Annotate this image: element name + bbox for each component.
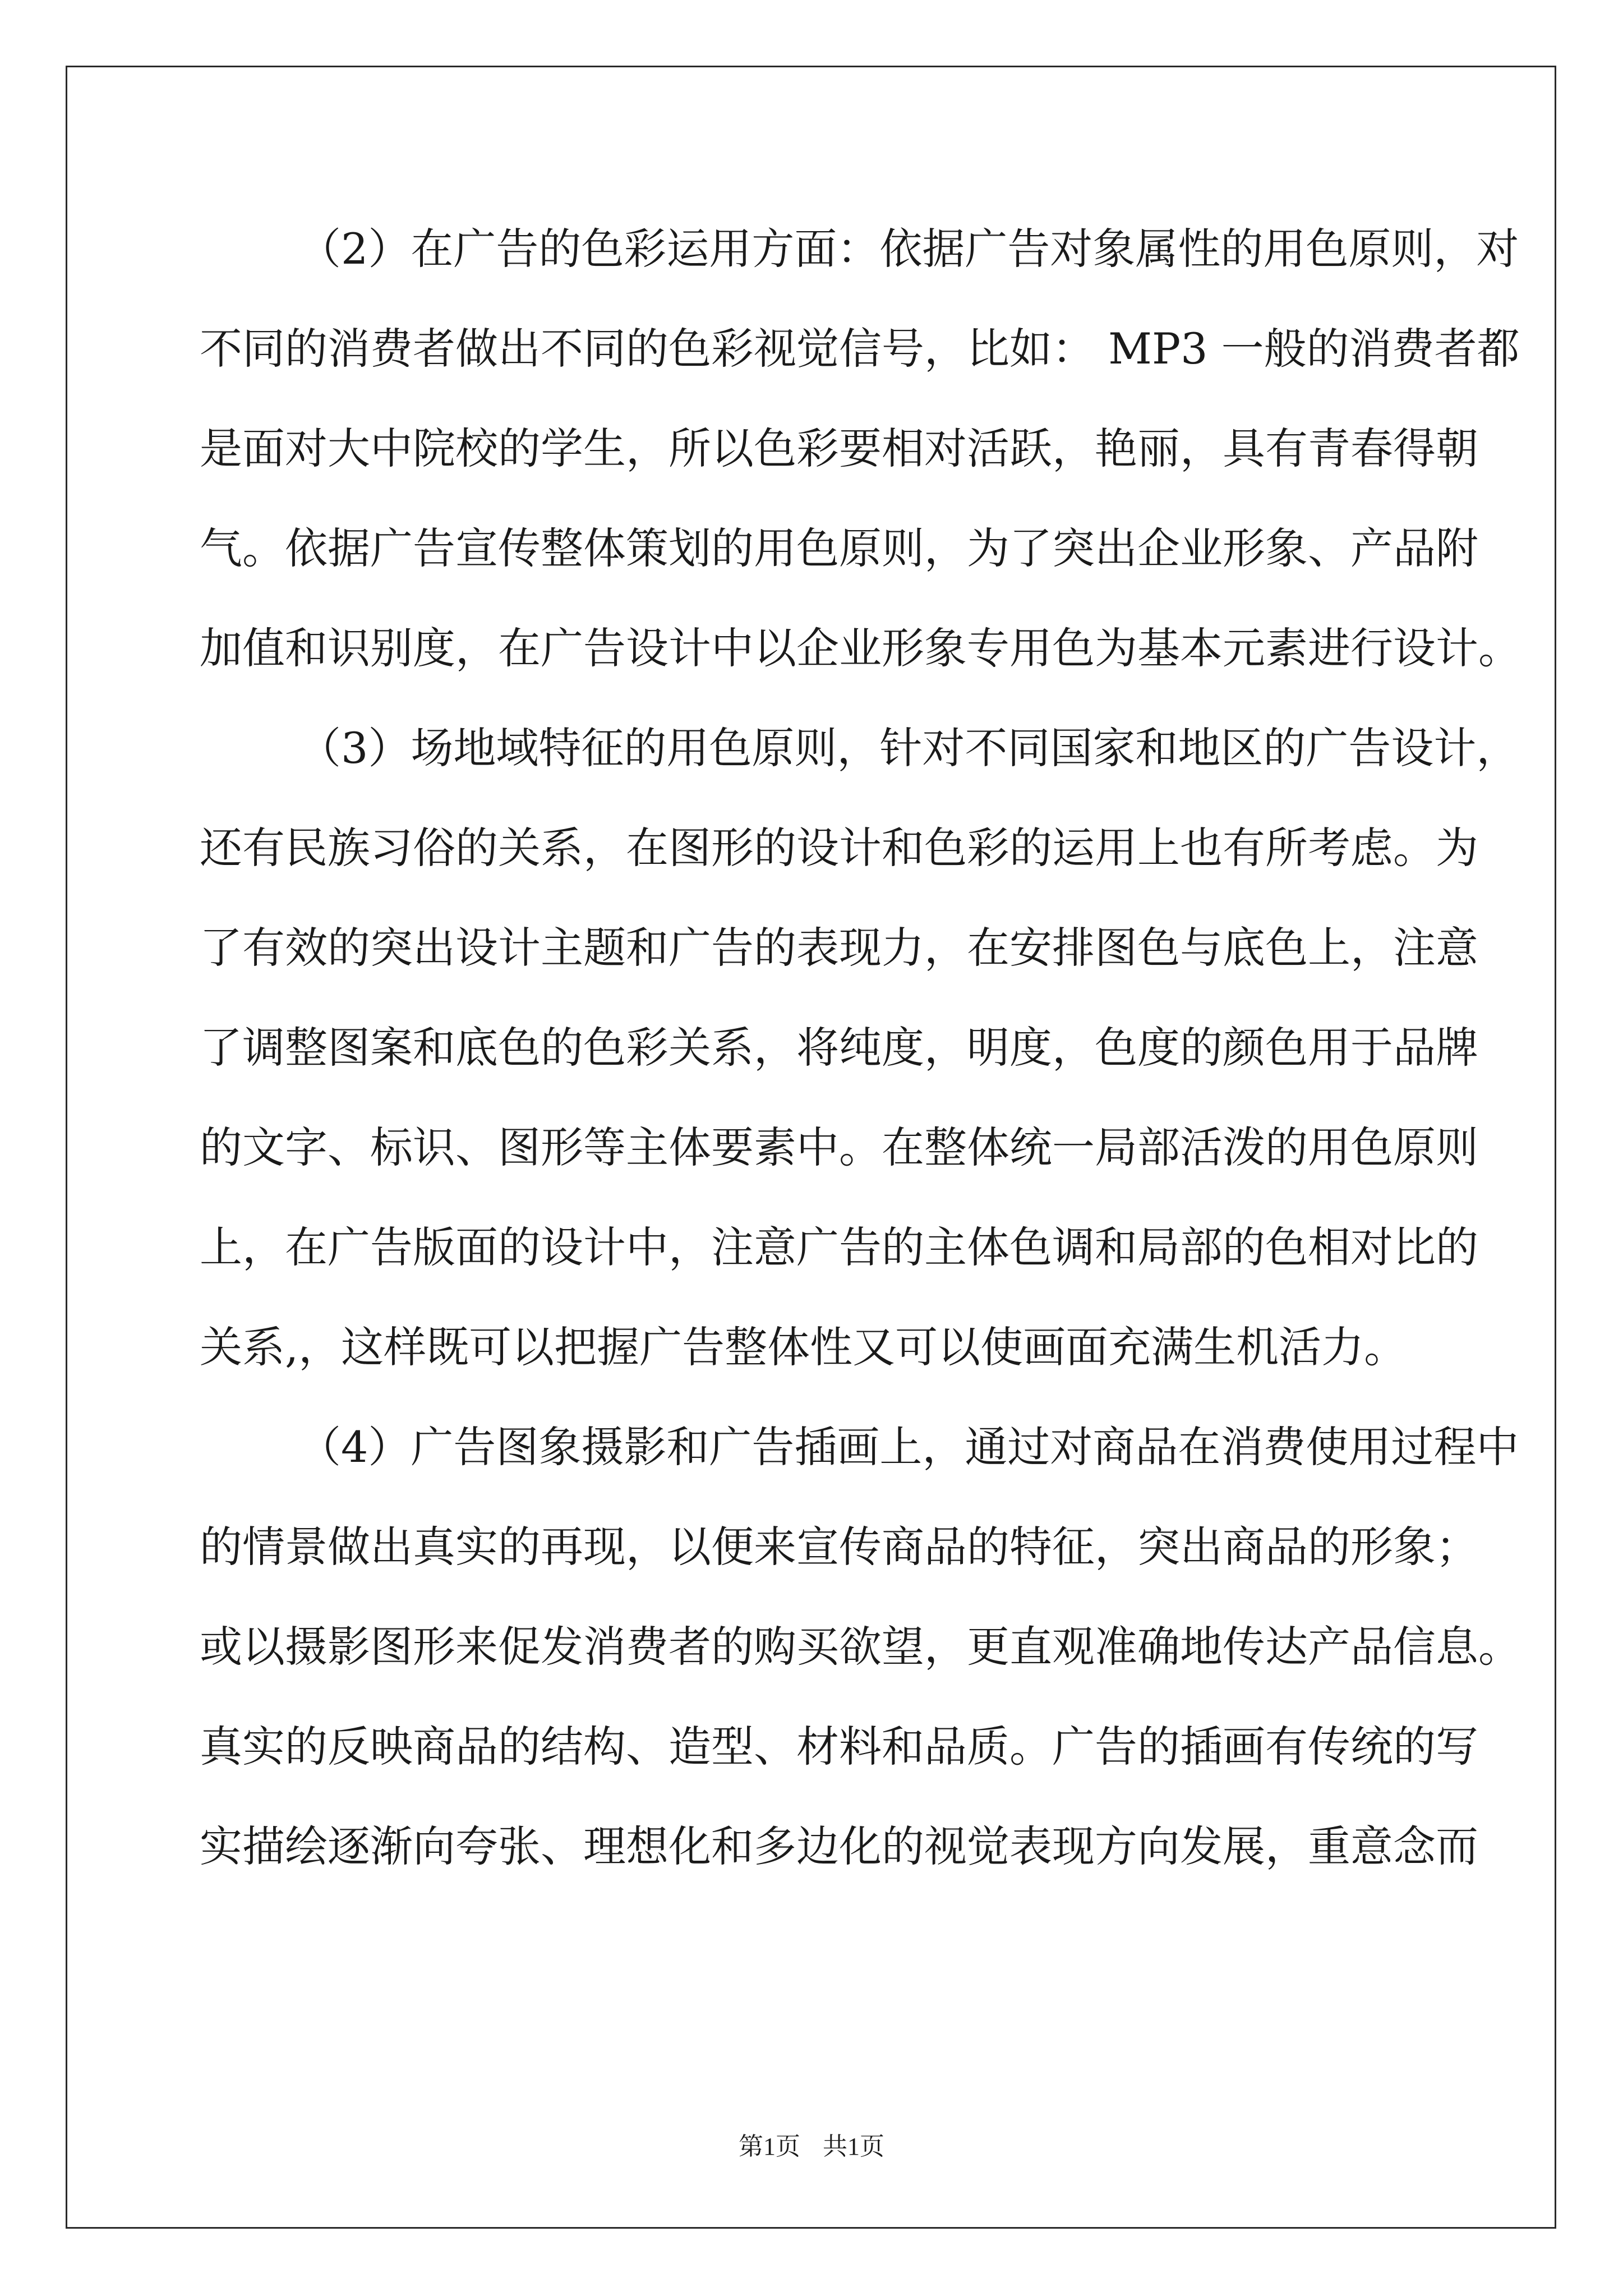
text-line: （3）场地域特征的用色原则，针对不同国家和地区的广告设计， [298,723,1519,773]
text-line: 实描绘逐渐向夸张、理想化和多边化的视觉表现方向发展，重意念而 [200,1821,1478,1871]
text-line: 或以摄影图形来促发消费者的购买欲望，更直观准确地传达产品信息。 [200,1622,1521,1672]
text-line: 关系,，这样既可以把握广告整体性又可以使画面充满生机活力。 [200,1322,1407,1372]
page-number: 第1页 [739,2133,800,2160]
text-line: 气。依据广告宣传整体策划的用色原则，为了突出企业形象、产品附 [200,523,1478,573]
text-line: 不同的消费者做出不同的色彩视觉信号，比如： MP3 一般的消费者都 [200,324,1520,374]
page-footer [0,2126,1623,2162]
text-line: 还有民族习俗的关系，在图形的设计和色彩的运用上也有所考虑。为 [200,823,1478,873]
text-line: 上，在广告版面的设计中，注意广告的主体色调和局部的色相对比的 [200,1222,1478,1272]
text-line: 是面对大中院校的学生，所以色彩要相对活跃，艳丽，具有青春得朝 [200,424,1478,473]
text-line: 真实的反映商品的结构、造型、材料和品质。广告的插画有传统的写 [200,1722,1478,1772]
text-line: （4）广告图象摄影和广告插画上，通过对商品在消费使用过程中 [298,1422,1519,1472]
page-total: 共1页 [823,2133,884,2160]
text-line: 的文字、标识、图形等主体要素中。在整体统一局部活泼的用色原则 [200,1122,1478,1172]
text-line: （2）在广告的色彩运用方面：依据广告对象属性的用色原则，对 [298,224,1519,274]
text-line: 加值和识别度，在广告设计中以企业形象专用色为基本元素进行设计。 [200,623,1521,673]
text-line: 了有效的突出设计主题和广告的表现力，在安排图色与底色上，注意 [200,923,1478,973]
text-line: 的情景做出真实的再现，以便来宣传商品的特征，突出商品的形象； [200,1522,1478,1572]
text-line: 了调整图案和底色的色彩关系，将纯度，明度，色度的颜色用于品牌 [200,1023,1478,1073]
